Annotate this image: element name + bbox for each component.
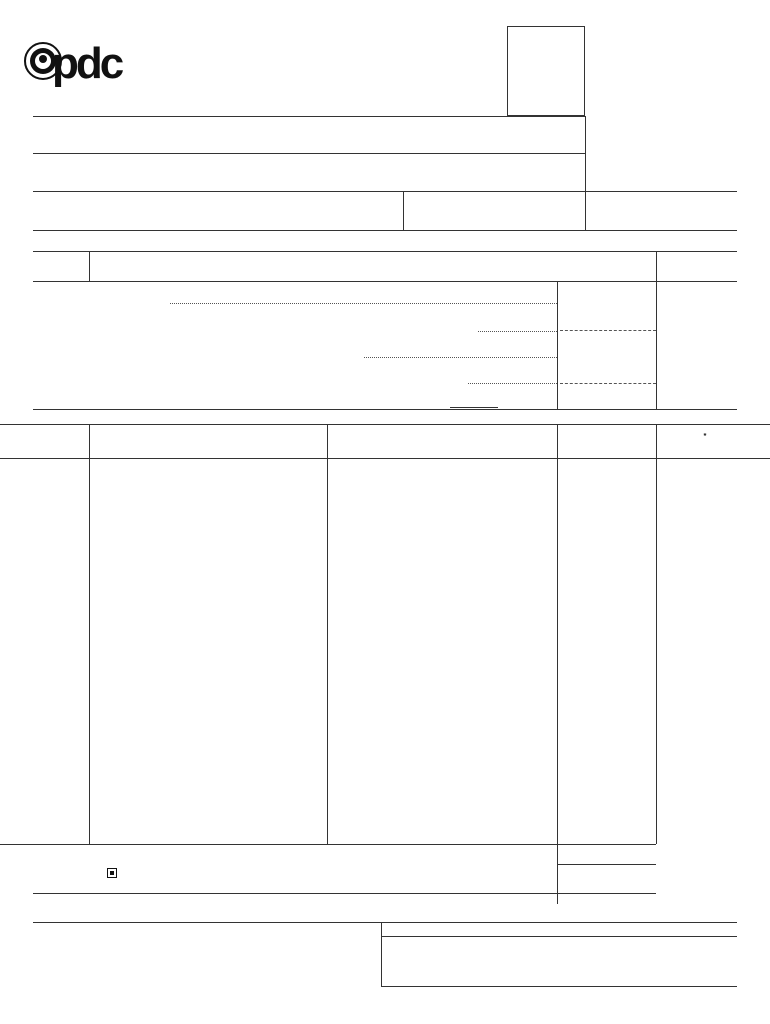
- form-code-box: [507, 26, 585, 116]
- pdc-logo: [22, 40, 134, 90]
- svg-text:pdc: pdc: [52, 40, 122, 88]
- additional-pages-checkbox[interactable]: [107, 868, 117, 878]
- s2-aggregate-header: *: [703, 431, 707, 440]
